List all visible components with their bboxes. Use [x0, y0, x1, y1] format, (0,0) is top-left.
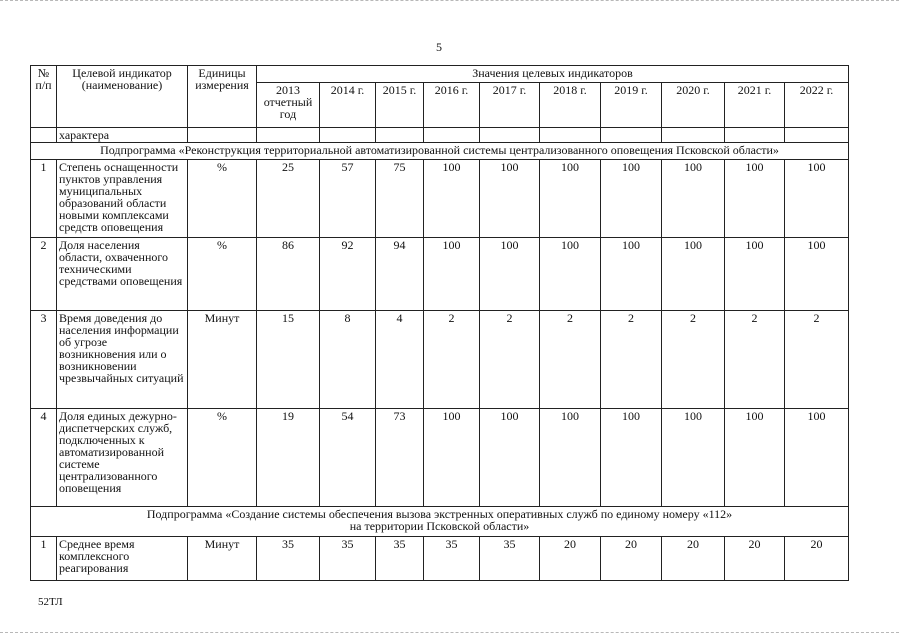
value-cell: 100 [480, 409, 540, 507]
value-cell: 100 [424, 238, 480, 311]
year-2017: 2017 г. [480, 83, 540, 128]
continuation-row [31, 128, 849, 143]
value-cell: 100 [662, 160, 725, 238]
year-2021: 2021 г. [725, 83, 785, 128]
value-cell: 2 [785, 311, 849, 409]
year-2019: 2019 г. [601, 83, 662, 128]
value-cell: 20 [540, 537, 601, 581]
value-cell: 2 [424, 311, 480, 409]
value-cell: 100 [725, 409, 785, 507]
indicator-name: Степень оснащенности пунктов управления муниципальных образований области новыми комплексами средств оповещения [57, 160, 188, 238]
value-cell: 100 [725, 160, 785, 238]
subprogram-title [31, 507, 849, 537]
header-values-title: Значения целевых индикаторов [257, 66, 849, 83]
year-2018: 2018 г. [540, 83, 601, 128]
footer-code: 52ТЛ [38, 596, 63, 608]
table-row [31, 537, 849, 581]
value-cell: 100 [785, 238, 849, 311]
year-2013: 2013 отчетный год [257, 83, 320, 128]
value-cell: 35 [480, 537, 540, 581]
header-row-1 [31, 66, 849, 83]
unit-cell: % [188, 238, 257, 311]
indicator-name: Время доведения до населения информации об угрозе возникновения или о возникновении чрезвычайных ситуаций [57, 311, 188, 409]
subprogram-title-line-1: Подпрограмма «Создание системы обеспечения вызова экстренных оперативных служб по единому номеру «112» [146, 507, 733, 521]
value-cell: 4 [376, 311, 424, 409]
table-row [31, 160, 849, 238]
subprogram-row [31, 507, 849, 537]
value-cell: 100 [424, 409, 480, 507]
header-num: № п/п [31, 66, 57, 128]
value-cell: 54 [320, 409, 376, 507]
year-2020: 2020 г. [662, 83, 725, 128]
year-2016: 2016 г. [424, 83, 480, 128]
value-cell: 35 [257, 537, 320, 581]
value-cell: 2 [540, 311, 601, 409]
header-indicator: Целевой индикатор (наименование) [57, 66, 188, 128]
header-units: Единицы измерения [188, 66, 257, 128]
value-cell: 100 [540, 238, 601, 311]
value-cell: 100 [540, 160, 601, 238]
table-row [31, 238, 849, 311]
unit-cell: Минут [188, 537, 257, 581]
row-num: 3 [31, 311, 57, 409]
scan-edge-bottom [0, 632, 899, 635]
row-num: 1 [31, 537, 57, 581]
scan-edge-top [0, 0, 899, 3]
value-cell: 8 [320, 311, 376, 409]
value-cell: 20 [601, 537, 662, 581]
unit-cell: Минут [188, 311, 257, 409]
value-cell: 100 [785, 409, 849, 507]
value-cell: 35 [424, 537, 480, 581]
indicator-name: Среднее время комплексного реагирования [57, 537, 188, 581]
page-number: 5 [436, 40, 442, 54]
year-2015: 2015 г. [376, 83, 424, 128]
value-cell: 100 [785, 160, 849, 238]
value-cell: 100 [662, 238, 725, 311]
value-cell: 20 [662, 537, 725, 581]
subprogram-title: Подпрограмма «Реконструкция территориальной автоматизированной системы централизованного оповещения Псковской области» [31, 143, 849, 160]
value-cell: 94 [376, 238, 424, 311]
indicator-name: Доля единых дежурно-диспетчерских служб, подключенных к автоматизированной системе централизованного оповещения [57, 409, 188, 507]
value-cell: 100 [601, 160, 662, 238]
value-cell: 2 [480, 311, 540, 409]
subprogram-row [31, 143, 849, 160]
unit-cell: % [188, 160, 257, 238]
value-cell: 19 [257, 409, 320, 507]
value-cell: 100 [540, 409, 601, 507]
value-cell: 92 [320, 238, 376, 311]
indicator-name: Доля населения области, охваченного техническими средствами оповещения [57, 238, 188, 311]
continuation-text: характера [57, 128, 188, 143]
value-cell: 35 [376, 537, 424, 581]
subprogram-title-line-2: на территории Псковской области» [349, 519, 530, 533]
value-cell: 100 [424, 160, 480, 238]
value-cell: 35 [320, 537, 376, 581]
value-cell: 100 [725, 238, 785, 311]
value-cell: 73 [376, 409, 424, 507]
value-cell: 20 [725, 537, 785, 581]
value-cell: 2 [662, 311, 725, 409]
indicators-table [30, 65, 849, 581]
value-cell: 75 [376, 160, 424, 238]
value-cell: 100 [480, 160, 540, 238]
table-row [31, 409, 849, 507]
value-cell: 2 [601, 311, 662, 409]
value-cell: 100 [480, 238, 540, 311]
value-cell: 100 [601, 238, 662, 311]
year-2014: 2014 г. [320, 83, 376, 128]
value-cell: 86 [257, 238, 320, 311]
value-cell: 2 [725, 311, 785, 409]
row-num: 1 [31, 160, 57, 238]
value-cell: 100 [601, 409, 662, 507]
value-cell: 100 [662, 409, 725, 507]
table-row [31, 311, 849, 409]
row-num: 2 [31, 238, 57, 311]
value-cell: 15 [257, 311, 320, 409]
unit-cell: % [188, 409, 257, 507]
row-num: 4 [31, 409, 57, 507]
value-cell: 57 [320, 160, 376, 238]
value-cell: 20 [785, 537, 849, 581]
value-cell: 25 [257, 160, 320, 238]
year-2022: 2022 г. [785, 83, 849, 128]
